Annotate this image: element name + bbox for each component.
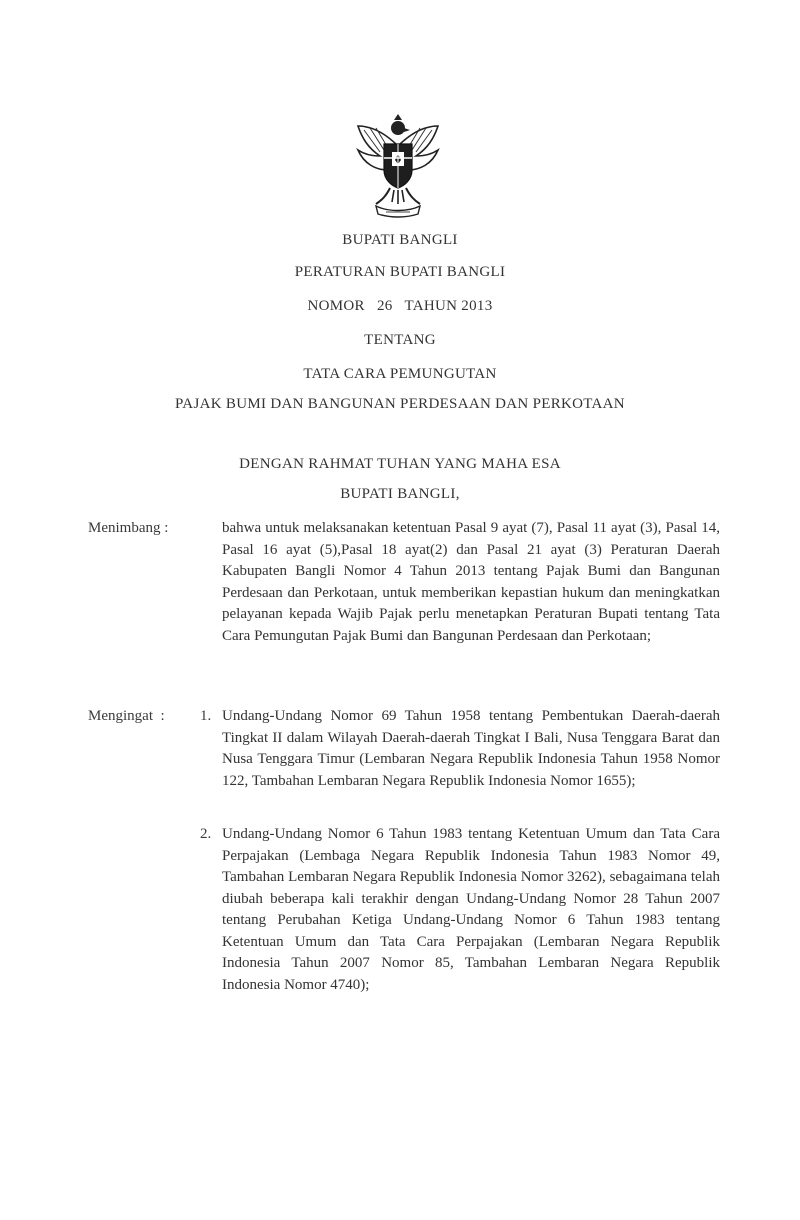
menimbang-text: bahwa untuk melaksanakan ketentuan Pasal 9 ayat (7), Pasal 11 ayat (3), Pasal 14, Pasal 16 ayat (5),Pasal 18 ayat(2) dan Pasal 21 ayat (3) Peraturan Daerah Kabupaten Bangli Nomor 4 Tahun 2013 tentang Pajak Bumi dan Bangunan Perdesaan dan Perkotaan, untuk memberikan kepastian hukum dan meningkatkan pelayanan kepada Wajib Pajak perlu menetapkan Peraturan Bupati tentang Tata Cara Pemungutan Pajak Bumi dan Bangunan Perdesaan dan Perkotaan; xyxy=(222,520,720,644)
garuda-emblem-icon xyxy=(350,112,446,220)
mengingat-label: Mengingat : xyxy=(88,708,165,724)
regulation-number: NOMOR 26 TAHUN 2013 xyxy=(307,298,493,314)
mengingat-item-number: 1. xyxy=(200,708,212,724)
mengingat-item-text: Undang-Undang Nomor 6 Tahun 1983 tentang Ketentuan Umum dan Tata Cara Perpajakan (Lembaga Negara Republik Indonesia Tahun 1983 Nomor 49, Tambahan Lembaran Negara Republik Indonesia Nomor 3262), sebagaimana telah diubah beberapa kali terakhir dengan Undang-Undang Nomor 28 Tahun 2007 tentang Perubahan Ketiga Undang-Undang Nomor 6 Tahun 1983 tentang Ketentuan Umum dan Tata Cara Perpajakan (Lembaran Negara Republik Indonesia Tahun 2007 Nomor 85, Tambahan Lembaran Negara Republik Indonesia Nomor 4740); xyxy=(222,826,720,993)
mengingat-item-text: Undang-Undang Nomor 69 Tahun 1958 tentang Pembentukan Daerah-daerah Tingkat II dalam Wilayah Daerah-daerah Tingkat I Bali, Nusa Tenggara Barat dan Nusa Tenggara Timur (Lembaran Negara Republik Indonesia Tahun 1958 Nomor 122, Tambahan Lembaran Negara Republik Indonesia Nomor 1655); xyxy=(222,708,720,789)
blessing-line: DENGAN RAHMAT TUHAN YANG MAHA ESA xyxy=(239,456,561,472)
regulation-title: PERATURAN BUPATI BANGLI xyxy=(294,264,506,280)
mengingat-item-number: 2. xyxy=(200,826,212,842)
subject-line-1: TATA CARA PEMUNGUTAN xyxy=(303,366,497,382)
menimbang-label: Menimbang : xyxy=(88,520,169,536)
bupati-title: BUPATI BANGLI xyxy=(342,232,458,248)
official-line: BUPATI BANGLI, xyxy=(340,486,460,502)
about-heading: TENTANG xyxy=(364,332,436,348)
subject-line-2: PAJAK BUMI DAN BANGUNAN PERDESAAN DAN PERKOTAAN xyxy=(175,396,625,412)
